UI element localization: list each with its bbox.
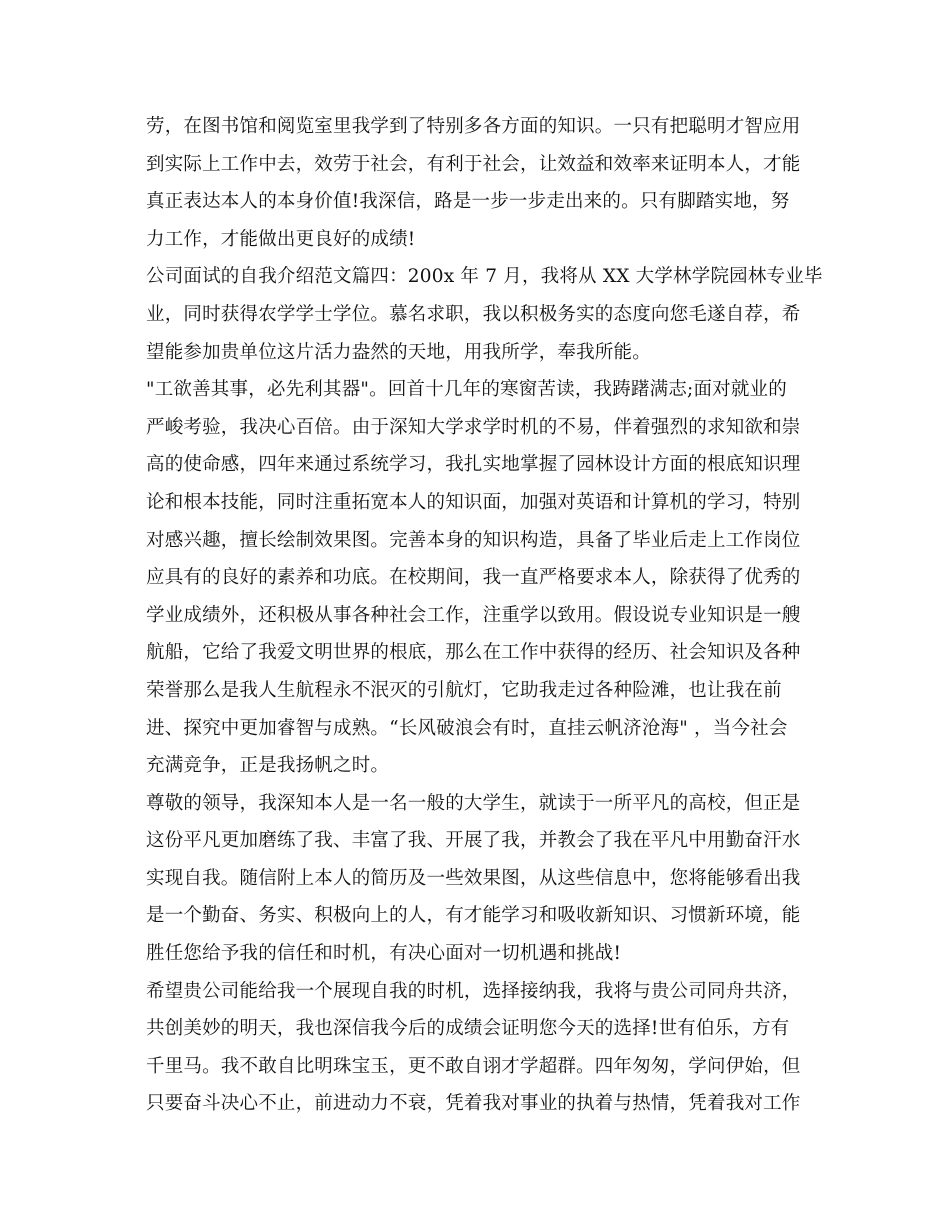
- text-line: 对感兴趣，擅长绘制效果图。完善本身的知识构造，具备了毕业后走上工作岗位: [146, 529, 801, 551]
- text-line: 荣誉那么是我人生航程永不泯灭的引航灯，它助我走过各种险滩，也让我在前: [146, 679, 782, 701]
- text-line: 希望贵公司能给我一个展现自我的时机，选择接纳我，我将与贵公司同舟共济，: [146, 980, 801, 1002]
- body-text: [146, 108, 823, 1123]
- text-line: 严峻考验，我决心百倍。由于深知大学求学时机的不易，伴着强烈的求知欲和崇: [146, 416, 801, 438]
- text-line: 到实际上工作中去，效劳于社会，有利于社会，让效益和效率来证明本人，才能: [146, 153, 801, 175]
- text-line: 应具有的良好的素养和功底。在校期间，我一直严格要求本人，除获得了优秀的: [146, 567, 801, 589]
- text-line: 劳，在图书馆和阅览室里我学到了特别多各方面的知识。一只有把聪明才智应用: [146, 116, 801, 137]
- text-line: 进、探究中更加睿智与成熟。“长风破浪会有时，直挂云帆济沧海" ，当今社会: [146, 717, 788, 739]
- text-line: 充满竞争，正是我扬帆之时。: [146, 755, 390, 777]
- text-line: 航船，它给了我爱文明世界的根底，那么在工作中获得的经历、社会知识及各种: [146, 642, 801, 664]
- text-line: 业，同时获得农学学士学位。慕名求职，我以积极务实的态度向您毛遂自荐，希: [146, 303, 801, 325]
- text-line: 学业成绩外，还积极从事各种社会工作，注重学以致用。假设说专业知识是一艘: [146, 604, 801, 626]
- text-line: 真正表达本人的本身价值!我深信，路是一步一步走出来的。只有脚踏实地，努: [146, 191, 790, 213]
- text-line: 尊敬的领导，我深知本人是一名一般的大学生，就读于一所平凡的高校，但正是: [146, 792, 801, 814]
- text-line: 高的使命感，四年来通过系统学习，我扎实地掌握了园林设计方面的根底知识理: [146, 454, 801, 476]
- text-line: 论和根本技能，同时注重拓宽本人的知识面，加强对英语和计算机的学习，特别: [146, 491, 801, 513]
- text-line: 力工作，才能做出更良好的成绩!: [146, 228, 416, 250]
- text-line: 只要奋斗决心不止，前进动力不衰，凭着我对事业的执着与热情，凭着我对工作: [146, 1093, 801, 1115]
- text-line: 共创美妙的明天，我也深信我今后的成绩会证明您今天的选择!世有伯乐，方有: [146, 1018, 790, 1040]
- text-line: "工欲善其事，必先利其器"。回首十几年的寒窗苦读，我踌躇满志;面对就业的: [146, 379, 787, 401]
- text-line: 公司面试的自我介绍范文篇四：200x 年 7 月，我将从 XX 大学林学院园林专业毕: [146, 266, 823, 288]
- text-line: 望能参加贵单位这片活力盎然的天地，用我所学，奉我所能。: [146, 341, 651, 363]
- text-line: 是一个勤奋、务实、积极向上的人，有才能学习和吸收新知识、习惯新环境，能: [146, 905, 801, 927]
- text-line: 实现自我。随信附上本人的简历及一些效果图，从这些信息中，您将能够看出我: [146, 867, 801, 889]
- text-line: 千里马。我不敢自比明珠宝玉，更不敢自诩才学超群。四年匆匆，学问伊始，但: [146, 1055, 801, 1077]
- text-line: 这份平凡更加磨练了我、丰富了我、开展了我，并教会了我在平凡中用勤奋汗水: [146, 830, 801, 852]
- text-line: 胜任您给予我的信任和时机，有决心面对一切机遇和挑战!: [146, 943, 622, 965]
